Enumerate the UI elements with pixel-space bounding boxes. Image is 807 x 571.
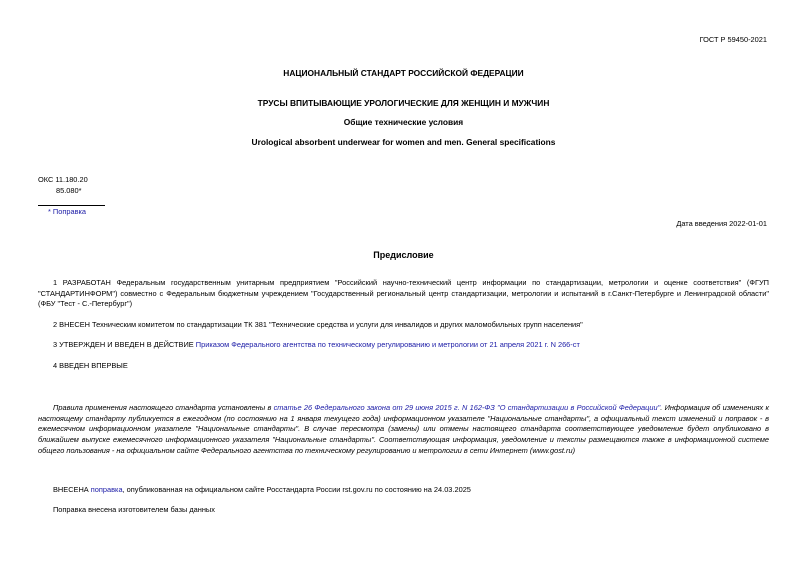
standard-subtitle-ru: Общие технические условия bbox=[343, 117, 464, 127]
amendment-footnote-link[interactable]: * Поправка bbox=[48, 207, 87, 216]
standard-name-ru: ТРУСЫ ВПИТЫВАЮЩИЕ УРОЛОГИЧЕСКИЕ ДЛЯ ЖЕНЩИН И МУЖЧИН bbox=[257, 98, 550, 108]
amendment-notice bbox=[53, 485, 769, 496]
standard-name-en: Urological absorbent underwear for women and men. General specifications bbox=[251, 137, 556, 147]
footnote-divider bbox=[38, 205, 105, 206]
introduction-date: Дата введения 2022-01-01 bbox=[676, 219, 767, 228]
standard-type-title: НАЦИОНАЛЬНЫЙ СТАНДАРТ РОССИЙСКОЙ ФЕДЕРАЦИИ bbox=[283, 68, 524, 78]
database-amendment-note: Поправка внесена изготовителем базы данных bbox=[53, 505, 215, 514]
federal-law-link[interactable]: статье 26 Федерального закона от 29 июня 2015 г. N 162-ФЗ "О стандартизации в Российской Федерации" bbox=[273, 403, 661, 412]
foreword-item-3-text: 3 УТВЕРЖДЕН И ВВЕДЕН В ДЕЙСТВИЕ bbox=[53, 340, 196, 349]
foreword-item-1: 1 РАЗРАБОТАН Федеральным государственным унитарным предприятием "Российский научно-технический центр информации по стандартизации, метрологии и оценке соответствия" (ФГУП "СТАНДАРТИНФОРМ") совместно с Федеральным бюджетным учреждением "Государственный региональный центр стандартизации, метрологии и испытаний в г.Санкт-Петербурге и Ленинградской области" (ФБУ "Тест - С.-Петербург") bbox=[38, 278, 769, 309]
amendment-link[interactable]: поправка bbox=[90, 485, 123, 494]
foreword-item-3 bbox=[53, 340, 769, 351]
amendment-prefix: ВНЕСЕНА bbox=[53, 485, 91, 494]
foreword-item-4: 4 ВВЕДЕН ВПЕРВЫЕ bbox=[53, 361, 128, 370]
rules-paragraph bbox=[38, 403, 769, 457]
approval-order-link[interactable]: Приказом Федерального агентства по техническому регулированию и метрологии от 21 апреля 2021 г. N 266-ст bbox=[195, 340, 580, 349]
rules-text-1: Правила применения настоящего стандарта установлены в bbox=[53, 403, 274, 412]
gost-number: ГОСТ Р 59450-2021 bbox=[699, 35, 767, 44]
oks-code: ОКС 11.180.20 bbox=[38, 175, 88, 184]
foreword-item-2: 2 ВНЕСЕН Техническим комитетом по стандартизации ТК 381 "Технические средства и услуги для инвалидов и других маломобильных групп населения" bbox=[53, 320, 583, 329]
foreword-heading: Предисловие bbox=[373, 250, 434, 260]
okp-code: 85.080* bbox=[56, 186, 82, 195]
amendment-suffix: , опубликованная на официальном сайте Росстандарта России rst.gov.ru по состоянию на 24.03.2025 bbox=[122, 485, 471, 494]
rules-text-2: . Информация об изменениях к настоящему стандарту публикуется в ежегодном (по состоянию на 1 января текущего года) информационном указателе "Национальные стандарты", а официальный текст изменений и поправок - в ежемесячном информационном указателе "Национальные стандарты". В случае пересмотра (замены) или отмены настоящего стандарта соответствующее уведомление будет опубликовано в ближайшем выпуске ежемесячного информационного указателя "Национальные стандарты". Соответствующая информация, уведомление и тексты размещаются также в информационной системе общего пользования - на официальном сайте Федерального агентства по техническому регулированию и метрологии в сети Интернет (www.gost.ru) bbox=[38, 403, 770, 455]
